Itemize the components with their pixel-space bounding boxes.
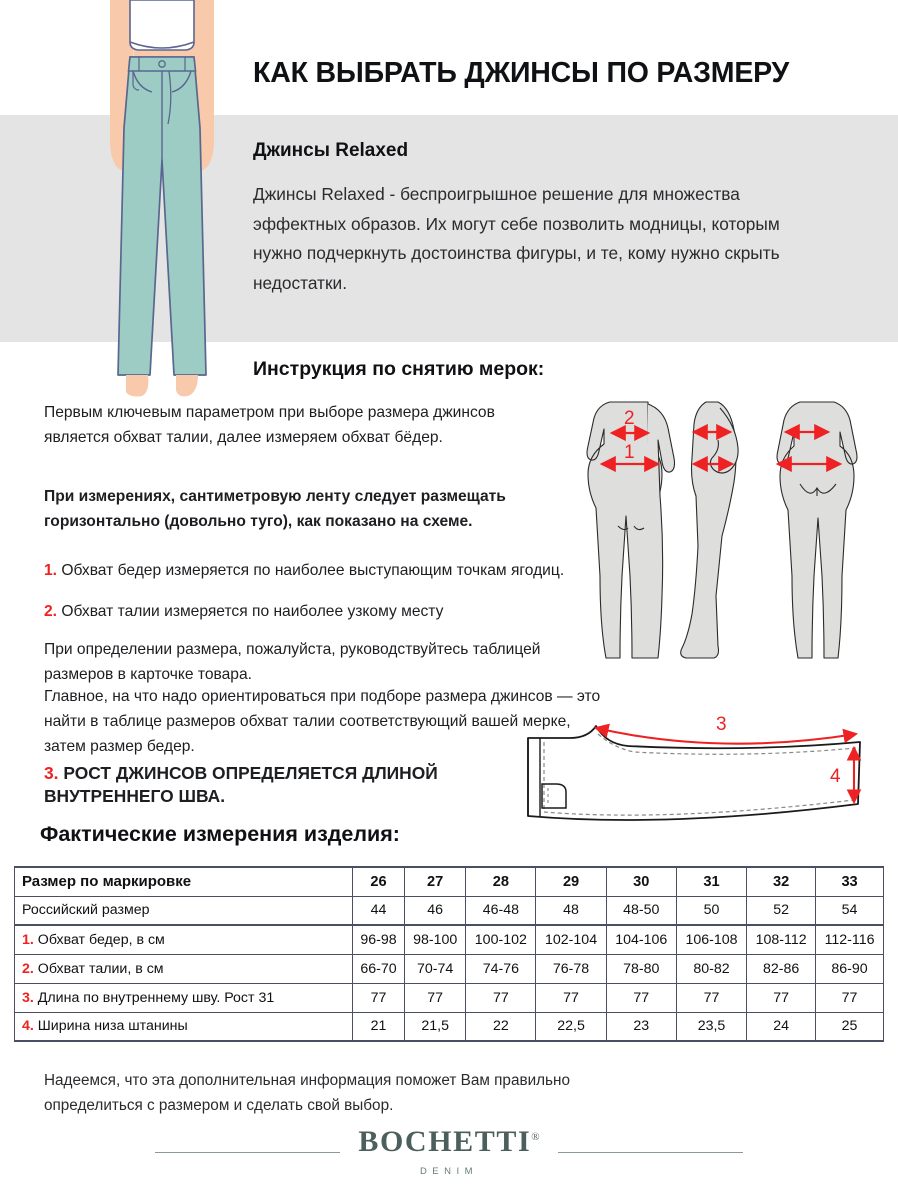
table-cell: 77 — [606, 983, 676, 1012]
item-3-number: 3. — [44, 763, 59, 783]
label-leg-opening-number: 4 — [830, 766, 841, 787]
table-cell: 50 — [676, 896, 746, 925]
instruction-paragraph-6: Главное, на что надо ориентироваться при подборе размера джинсов — это найти в таблице размеров обхват талии соответствующий вашей мерке, затем размер бедер. — [44, 688, 601, 755]
table-cell: 77 — [676, 983, 746, 1012]
table-row — [15, 867, 884, 896]
label-inseam-number: 3 — [716, 714, 727, 735]
table-cell: 106-108 — [676, 925, 746, 954]
instruction-item-3 — [44, 762, 514, 808]
table-cell: 77 — [405, 983, 466, 1012]
table-cell: 30 — [606, 867, 676, 896]
table-cell: 29 — [536, 867, 606, 896]
table-cell: 104-106 — [606, 925, 676, 954]
label-waist-number: 2 — [624, 408, 635, 429]
product-intro-text: Джинсы Relaxed - беспроигрышное решение для множества эффектных образов. Их могут себе позволить модницы, которым нужно подчеркнуть достоинства фигуры, и те, кому нужно скрыть недостатки. — [253, 184, 780, 293]
row-label-text: Обхват талии, в см — [37, 960, 164, 977]
table-cell: 27 — [405, 867, 466, 896]
table-cell: 77 — [353, 983, 405, 1012]
instructions-title: Инструкция по снятию мерок: — [253, 358, 545, 380]
table-cell: 77 — [747, 983, 816, 1012]
table-cell: 21 — [353, 1012, 405, 1041]
table-cell: 22,5 — [536, 1012, 606, 1041]
table-cell: 23,5 — [676, 1012, 746, 1041]
table-cell: 52 — [747, 896, 816, 925]
table-cell: 77 — [466, 983, 536, 1012]
row-label — [15, 867, 353, 896]
table-cell: 70-74 — [405, 954, 466, 983]
brand-logo — [358, 1127, 539, 1177]
table-cell: 77 — [816, 983, 884, 1012]
table-cell: 76-78 — [536, 954, 606, 983]
row-label-text: Обхват бедер, в см — [37, 931, 165, 948]
table-cell: 112-116 — [816, 925, 884, 954]
table-title: Фактические измерения изделия: — [40, 822, 400, 846]
registered-trademark-icon: ® — [531, 1131, 540, 1143]
instruction-paragraph-5: При определении размера, пожалуйста, руководствуйтесь таблицей размеров в карточке товара. — [44, 641, 541, 683]
brand-footer — [0, 1122, 898, 1182]
table-row — [15, 954, 884, 983]
brand-name — [358, 1127, 539, 1157]
table-cell: 26 — [353, 867, 405, 896]
table-cell: 82-86 — [747, 954, 816, 983]
row-label — [15, 1012, 353, 1041]
model-illustration — [38, 0, 250, 400]
row-number: 3. — [22, 989, 34, 1006]
row-number: 2. — [22, 960, 34, 977]
table-cell: 22 — [466, 1012, 536, 1041]
item-1-number: 1. — [44, 562, 58, 579]
table-cell: 102-104 — [536, 925, 606, 954]
row-number: 4. — [22, 1018, 34, 1035]
size-table — [14, 866, 884, 1042]
table-cell: 32 — [747, 867, 816, 896]
table-cell: 66-70 — [353, 954, 405, 983]
item-3-text: РОСТ ДЖИНСОВ ОПРЕДЕЛЯЕТСЯ ДЛИНОЙ ВНУТРЕННЕГО ШВА. — [44, 763, 438, 806]
brand-tagline: DENIM — [419, 1166, 479, 1177]
table-row — [15, 896, 884, 925]
table-cell: 108-112 — [747, 925, 816, 954]
row-label — [15, 983, 353, 1012]
footer-note: Надеемся, что эта дополнительная информация поможет Вам правильно определиться с размером и сделать свой выбор. — [44, 1072, 570, 1114]
table-cell: 77 — [536, 983, 606, 1012]
instruction-paragraph-2: При измерениях, сантиметровую ленту следует размещать горизонтально (довольно туго), как показано на схеме. — [44, 488, 506, 530]
jeans-leg-diagram — [498, 712, 894, 832]
item-1-text: Обхват бедер измеряется по наиболее выступающим точкам ягодиц. — [61, 562, 565, 579]
item-2-number: 2. — [44, 603, 58, 620]
row-label-text: Длина по внутреннему шву. Рост 31 — [37, 989, 275, 1006]
body-measurement-diagram — [548, 396, 888, 666]
instruction-item-2 — [44, 599, 574, 624]
table-cell: 46 — [405, 896, 466, 925]
table-cell: 33 — [816, 867, 884, 896]
table-cell: 31 — [676, 867, 746, 896]
label-hips-number: 1 — [624, 442, 635, 463]
table-cell: 28 — [466, 867, 536, 896]
page-title: КАК ВЫБРАТЬ ДЖИНСЫ ПО РАЗМЕРУ — [253, 57, 790, 89]
row-number: 1. — [22, 931, 34, 948]
instruction-item-1 — [44, 558, 574, 583]
row-label-text: Размер по маркировке — [22, 873, 192, 891]
table-cell: 21,5 — [405, 1012, 466, 1041]
item-2-text: Обхват талии измеряется по наиболее узкому месту — [61, 603, 444, 620]
brand-name-text: BOCHETTI — [358, 1125, 532, 1158]
divider-right — [558, 1152, 743, 1153]
divider-left — [155, 1152, 340, 1153]
table-cell: 80-82 — [676, 954, 746, 983]
table-cell: 46-48 — [466, 896, 536, 925]
table-cell: 23 — [606, 1012, 676, 1041]
table-cell: 48 — [536, 896, 606, 925]
table-cell: 74-76 — [466, 954, 536, 983]
table-cell: 44 — [353, 896, 405, 925]
table-cell: 25 — [816, 1012, 884, 1041]
row-label-text: Ширина низа штанины — [37, 1018, 188, 1035]
instruction-paragraph-1: Первым ключевым параметром при выборе размера джинсов является обхват талии, далее измеряем обхват бёдер. — [44, 404, 495, 446]
table-cell: 96-98 — [353, 925, 405, 954]
row-label — [15, 925, 353, 954]
table-cell: 98-100 — [405, 925, 466, 954]
row-label — [15, 954, 353, 983]
table-cell: 24 — [747, 1012, 816, 1041]
table-row — [15, 983, 884, 1012]
row-label-text: Российский размер — [22, 902, 150, 919]
table-row — [15, 925, 884, 954]
row-label — [15, 896, 353, 925]
table-row — [15, 1012, 884, 1041]
table-cell: 54 — [816, 896, 884, 925]
table-cell: 100-102 — [466, 925, 536, 954]
table-cell: 48-50 — [606, 896, 676, 925]
table-cell: 78-80 — [606, 954, 676, 983]
table-cell: 86-90 — [816, 954, 884, 983]
product-subtitle: Джинсы Relaxed — [253, 140, 409, 161]
